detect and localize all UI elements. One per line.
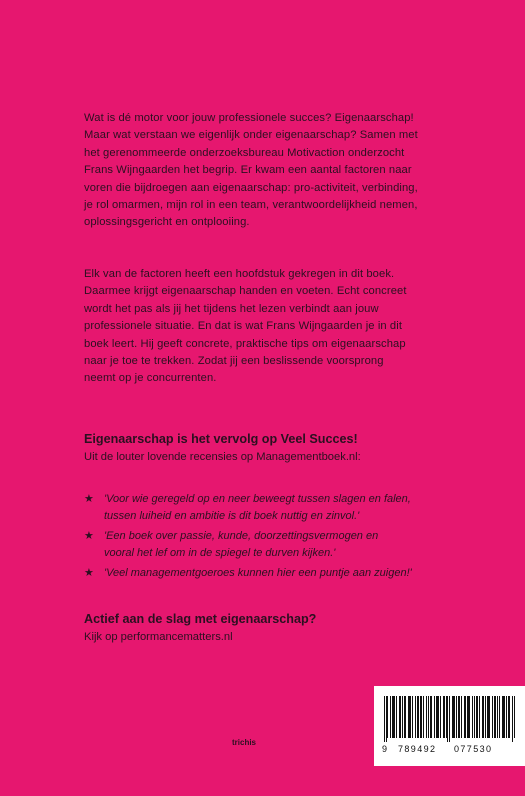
barcode-bar xyxy=(421,696,422,738)
barcode-bar xyxy=(474,696,475,738)
barcode-bar xyxy=(440,696,441,738)
barcode-bar xyxy=(410,696,411,738)
barcode-bar xyxy=(454,696,455,738)
barcode-bar xyxy=(467,696,468,738)
barcode-bar xyxy=(446,696,447,738)
barcode-bar xyxy=(431,696,432,738)
barcode-bar xyxy=(499,696,500,738)
star-icon: ★ xyxy=(84,567,94,580)
reviews-intro: Uit de louter lovende recensies op Managementboek.nl: xyxy=(84,451,361,463)
quote-line: tussen luiheid en ambitie is dit boek nuttig en zinvol.' xyxy=(104,509,360,522)
barcode-bar xyxy=(512,696,513,742)
body-line: neemt op je concurrenten. xyxy=(84,372,217,385)
isbn-first-digit: 9 xyxy=(382,744,388,754)
barcode-bar xyxy=(487,696,488,738)
barcode-bar xyxy=(464,696,465,738)
barcode-bar xyxy=(456,696,457,738)
barcode-bar xyxy=(437,696,438,738)
barcode-bar xyxy=(393,696,394,738)
barcode-bar xyxy=(458,696,459,738)
barcode-bar xyxy=(483,696,484,738)
barcode-bar xyxy=(508,696,509,738)
quote-line: vooral het lef om in de spiegel te durven kijken.' xyxy=(104,546,336,559)
isbn-left-group: 789492 xyxy=(398,744,437,754)
barcode-bar xyxy=(404,696,405,738)
barcode-bar xyxy=(420,696,421,738)
barcode-bar xyxy=(444,696,445,738)
barcode-bar xyxy=(438,696,439,738)
intro-line: oplossingsgericht en ontplooiing. xyxy=(84,216,250,229)
barcode-bar xyxy=(447,696,448,742)
barcode-bars xyxy=(382,696,517,742)
barcode-bar xyxy=(394,696,395,738)
barcode-bar xyxy=(485,696,486,738)
barcode-bar xyxy=(405,696,406,738)
body-line: wordt het pas als jij het tijdens het lezen verbindt aan jouw xyxy=(84,302,379,315)
body-paragraph xyxy=(84,266,474,388)
star-icon: ★ xyxy=(84,493,94,505)
intro-line: voren die bijdroegen aan eigenaarschap: pro-activiteit, verbinding, xyxy=(84,181,418,194)
barcode-bar xyxy=(488,696,489,738)
quote-line: 'Voor wie geregeld op en neer beweegt tussen slagen en falen, xyxy=(104,493,411,505)
barcode-bar xyxy=(402,696,403,738)
barcode-bar xyxy=(495,696,496,738)
barcode-bar xyxy=(465,696,466,738)
barcode-bar xyxy=(415,696,416,738)
barcode-bar xyxy=(477,696,478,738)
intro-line: het gerenommeerde onderzoeksbureau Motivaction onderzocht xyxy=(84,146,405,159)
body-line: Elk van de factoren heeft een hoofdstuk gekregen in dit boek. xyxy=(84,268,395,280)
tagline-heading: Eigenaarschap is het vervolg op Veel Succes! xyxy=(84,432,358,446)
barcode-bar xyxy=(489,696,490,738)
review-quote xyxy=(84,528,484,561)
barcode-bar xyxy=(504,696,505,738)
barcode-bar xyxy=(476,696,477,738)
barcode-bar xyxy=(497,696,498,738)
review-quote xyxy=(84,565,484,582)
barcode-bar xyxy=(430,696,431,738)
barcode-bar xyxy=(469,696,470,738)
barcode-bar xyxy=(423,696,424,738)
barcode-bar xyxy=(408,696,409,738)
barcode-bar xyxy=(492,696,493,738)
star-icon: ★ xyxy=(84,530,94,543)
body-line: professionele situatie. En dat is wat Frans Wijngaarden je in dit xyxy=(84,320,403,333)
barcode-bar xyxy=(503,696,504,738)
barcode-bar xyxy=(392,696,393,738)
barcode-bar xyxy=(426,696,427,738)
body-line: naar je toe te trekken. Zodat jij een beslissende voorsprong xyxy=(84,355,384,368)
barcode-bar xyxy=(494,696,495,738)
cta-link-text: Kijk op performancematters.nl xyxy=(84,631,233,643)
barcode-bar xyxy=(390,696,391,738)
barcode-bar xyxy=(479,696,480,738)
barcode-bar xyxy=(384,696,385,742)
barcode-bar xyxy=(409,696,410,738)
barcode-bar xyxy=(459,696,460,738)
isbn-barcode xyxy=(374,686,525,766)
quote-line: 'Een boek over passie, kunde, doorzettingsvermogen en xyxy=(104,530,379,543)
barcode-bar xyxy=(472,696,473,738)
cta-heading: Actief aan de slag met eigenaarschap? xyxy=(84,612,317,626)
barcode-bar xyxy=(449,696,450,742)
barcode-bar xyxy=(417,696,418,738)
body-line: boek leert. Hij geeft concrete, praktische tips om eigenaarschap xyxy=(84,337,406,350)
barcode-bar xyxy=(468,696,469,738)
review-quote xyxy=(84,491,484,524)
barcode-bar xyxy=(418,696,419,738)
barcode-bar xyxy=(509,696,510,738)
intro-line: Maar wat verstaan we eigenlijk onder eigenaarschap? Samen met xyxy=(84,129,418,142)
isbn-right-group: 077530 xyxy=(454,744,493,754)
barcode-bar xyxy=(482,696,483,738)
barcode-bar xyxy=(400,696,401,738)
intro-line: Frans Wijngaarden het begrip. Er kwam een aantal factoren naar xyxy=(84,164,412,177)
barcode-bar xyxy=(434,696,435,738)
intro-line: je rol omarmen, mijn rol in een team, verantwoordelijkheid nemen, xyxy=(84,199,418,212)
barcode-bar xyxy=(453,696,454,738)
body-line: Daarmee krijgt eigenaarschap handen en voeten. Echt concreet xyxy=(84,285,407,298)
barcode-bar xyxy=(436,696,437,738)
quote-line: 'Veel managementgoeroes kunnen hier een puntje aan zuigen!' xyxy=(104,567,412,580)
barcode-bar xyxy=(506,696,507,738)
barcode-bar xyxy=(452,696,453,738)
barcode-bar xyxy=(412,696,413,738)
barcode-bar xyxy=(428,696,429,738)
intro-paragraph xyxy=(84,110,474,232)
publisher-logo: trichis xyxy=(232,738,257,747)
intro-line: Wat is dé motor voor jouw professionele succes? Eigenaarschap! xyxy=(84,112,414,124)
review-quotes xyxy=(84,491,484,586)
barcode-bar xyxy=(396,696,397,738)
barcode-bar xyxy=(386,696,387,742)
barcode-bar xyxy=(461,696,462,738)
barcode-bar xyxy=(443,696,444,738)
barcode-bar xyxy=(399,696,400,738)
barcode-bar xyxy=(502,696,503,738)
barcode-bar xyxy=(387,696,388,738)
barcode-bar xyxy=(514,696,515,738)
